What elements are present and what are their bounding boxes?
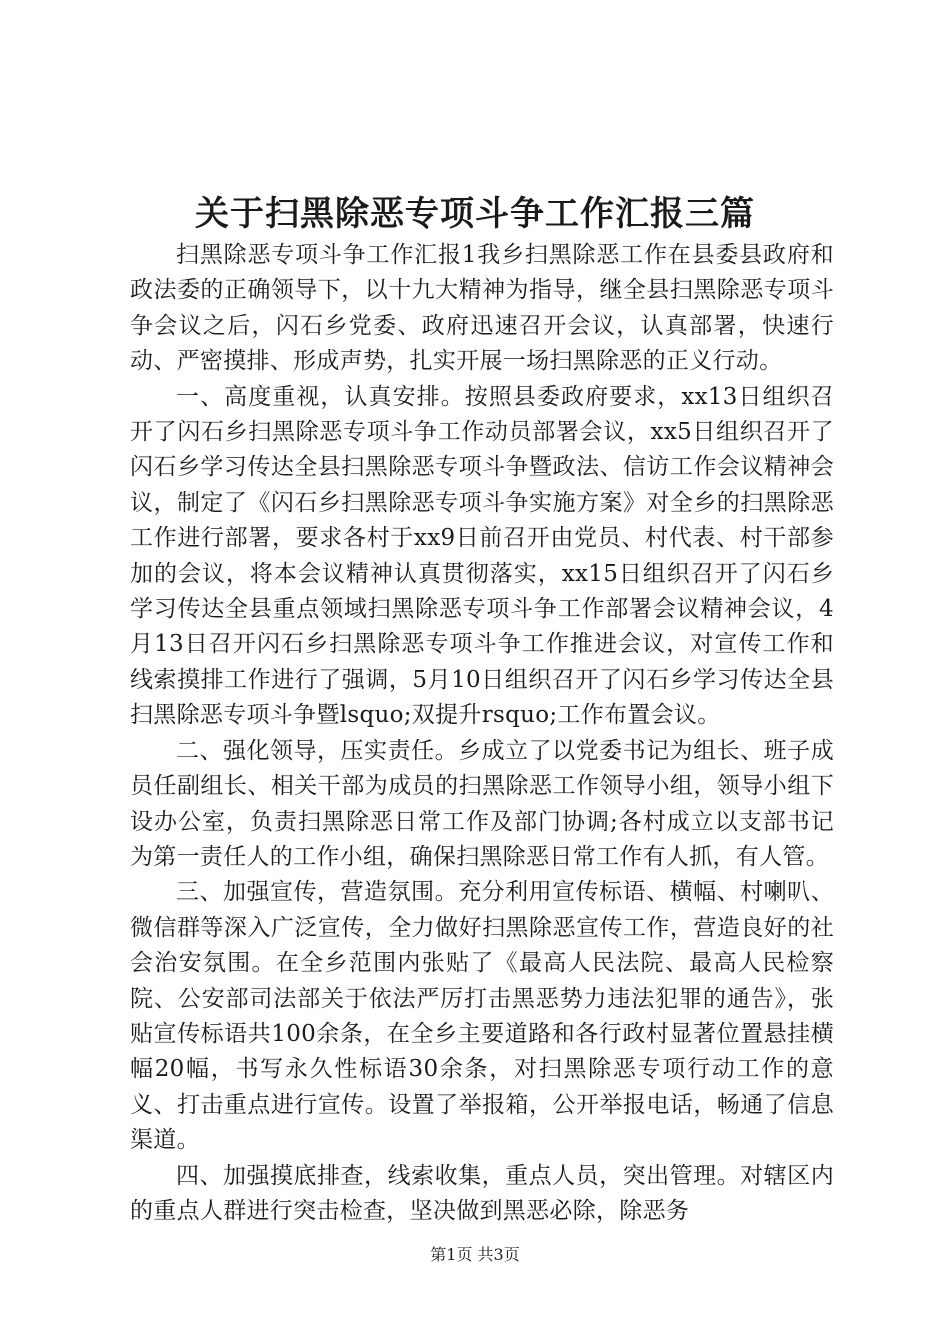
paragraph-section-3: 三、加强宣传，营造氛围。充分利用宣传标语、横幅、村喇叭、微信群等深入广泛宣传，全力做好扫黑除恶宣传工作，营造良好的社会治安氛围。在全乡范围内张贴了《最高人民法院、最高人民检察院、公安部司法部关于依法严厉打击黑恶势力违法犯罪的通告》，张贴宣传标语共100余条，在全乡主要道路和各行政村显著位置悬挂横幅20幅，书写永久性标语30余条，对扫黑除恶专项行动工作的意义、打击重点进行宣传。设置了举报箱，公开举报电话，畅通了信息渠道。 xyxy=(130,879,834,1154)
document-title: 关于扫黑除恶专项斗争工作汇报三篇 xyxy=(195,194,755,234)
paragraph-section-4: 四、加强摸底排查，线索收集，重点人员，突出管理。对辖区内的重点人群进行突击检查，坚决做到黑恶必除，除恶务 xyxy=(130,1162,834,1224)
paragraph-section-1: 一、高度重视，认真安排。按照县委政府要求，xx13日组织召开了闪石乡扫黑除恶专项斗争工作动员部署会议，xx5日组织召开了闪石乡学习传达全县扫黑除恶专项斗争暨政法、信访工作会议精神会议，制定了《闪石乡扫黑除恶专项斗争实施方案》对全乡的扫黑除恶工作进行部署，要求各村于xx9日前召开由党员、村代表、村干部参加的会议，将本会议精神认真贯彻落实，xx15日组织召开了闪石乡学习传达全县重点领域扫黑除恶专项斗争工作部署会议精神会议，4月13日召开闪石乡扫黑除恶专项斗争工作推进会议，对宣传工作和线索摸排工作进行了强调，5月10日组织召开了闪石乡学习传达全县扫黑除恶专项斗争暨lsquo;双提升rsquo;工作布置会议。 xyxy=(130,383,834,729)
paragraph-section-2: 二、强化领导，压实责任。乡成立了以党委书记为组长、班子成员任副组长、相关干部为成员的扫黑除恶工作领导小组，领导小组下设办公室，负责扫黑除恶日常工作及部门协调;各村成立以支部书记为第一责任人的工作小组，确保扫黑除恶日常工作有人抓，有人管。 xyxy=(130,737,834,870)
document-body xyxy=(130,238,834,1229)
paragraph-intro: 扫黑除恶专项斗争工作汇报1我乡扫黑除恶工作在县委县政府和政法委的正确领导下，以十九大精神为指导，继全县扫黑除恶专项斗争会议之后，闪石乡党委、政府迅速召开会议，认真部署，快速行动、严密摸排、形成声势，扎实开展一场扫黑除恶的正义行动。 xyxy=(130,242,834,375)
page-number-footer: 第1页 共3页 xyxy=(430,1245,520,1264)
